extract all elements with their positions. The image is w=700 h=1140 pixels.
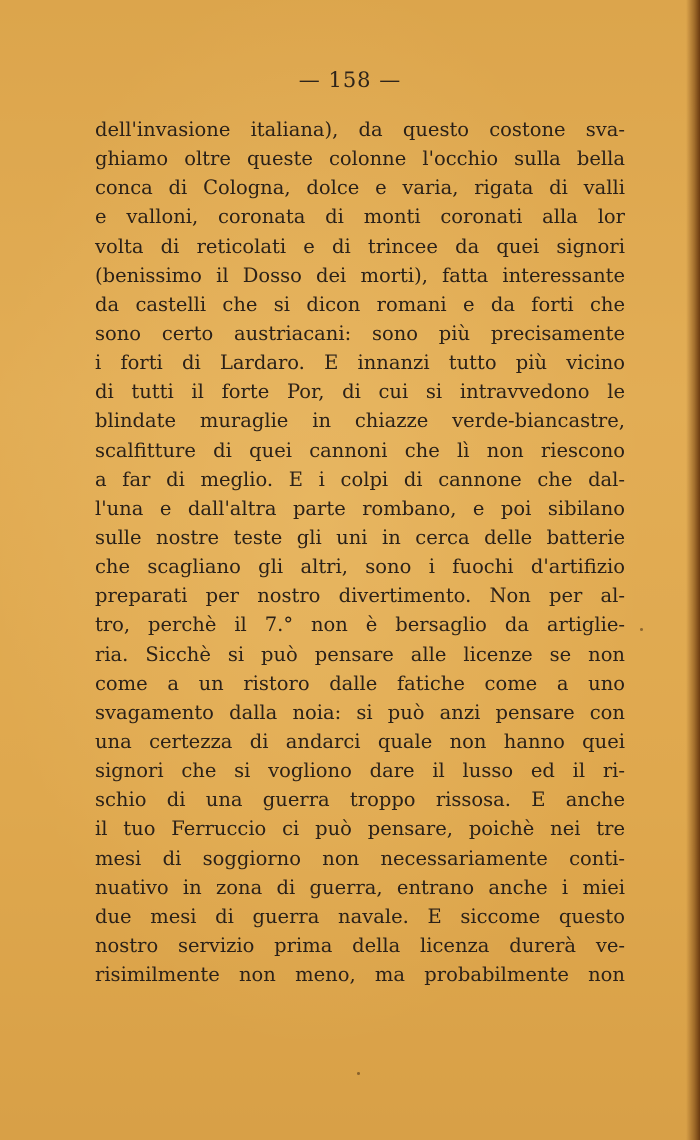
text-line: due mesi di guerra navale. E siccome questo [95, 904, 625, 928]
text-line: conca di Cologna, dolce e varia, rigata di valli [95, 176, 625, 200]
text-line: sulle nostre teste gli uni in cerca delle batterie [95, 525, 625, 549]
text-line: volta di reticolati e di trincee da quei signori [95, 234, 625, 258]
text-line: ria. Sicchè si può pensare alle licenze se non [95, 642, 625, 666]
text-line: una certezza di andarci quale non hanno quei [95, 729, 625, 753]
text-line: scalfitture di quei cannoni che lì non riescono [95, 438, 625, 462]
text-line: i forti di Lardaro. E innanzi tutto più vicino [95, 351, 625, 375]
text-line: signori che si vogliono dare il lusso ed il ri- [95, 759, 625, 783]
text-line: a far di meglio. E i colpi di cannone che dal- [95, 467, 625, 491]
text-line: e valloni, coronata di monti coronati alla lor [95, 205, 625, 229]
text-line: il tuo Ferruccio ci può pensare, poichè nei tre [95, 817, 625, 841]
text-line: che scagliano gli altri, sono i fuochi d'artifizio [95, 555, 625, 579]
text-line: nuativo in zona di guerra, entrano anche i miei [95, 875, 625, 899]
text-line: (benissimo il Dosso dei morti), fatta interessante [95, 263, 625, 287]
text-line: sono certo austriacani: sono più precisamente [95, 321, 625, 345]
text-line: risimilmente non meno, ma probabilmente non [95, 963, 625, 987]
text-line: preparati per nostro divertimento. Non per al- [95, 584, 625, 608]
text-line: l'una e dall'altra parte rombano, e poi sibilano [95, 496, 625, 520]
page-edge-shadow [686, 0, 700, 1140]
text-line: da castelli che si dicon romani e da forti che [95, 292, 625, 316]
text-line: blindate muraglie in chiazze verde-biancastre, [95, 409, 625, 433]
text-line: dell'invasione italiana), da questo costone sva- [95, 118, 625, 141]
paper-speck [357, 1072, 360, 1075]
page-number: — 158 — [298, 68, 402, 92]
text-line: schio di una guerra troppo rissosa. E anche [95, 788, 625, 812]
text-line: tro, perchè il 7.° non è bersaglio da artiglie- [95, 613, 625, 637]
text-line: mesi di soggiorno non necessariamente conti- [95, 846, 625, 870]
paper-speck [640, 628, 643, 631]
text-line: ghiamo oltre queste colonne l'occhio sulla bella [95, 147, 625, 171]
text-line: di tutti il forte Por, di cui si intravvedono le [95, 380, 625, 404]
text-line: nostro servizio prima della licenza durerà ve- [95, 933, 625, 957]
text-line: come a un ristoro dalle fatiche come a uno [95, 671, 625, 695]
text-line: svagamento dalla noia: si può anzi pensare con [95, 700, 625, 724]
body-text [95, 115, 625, 989]
